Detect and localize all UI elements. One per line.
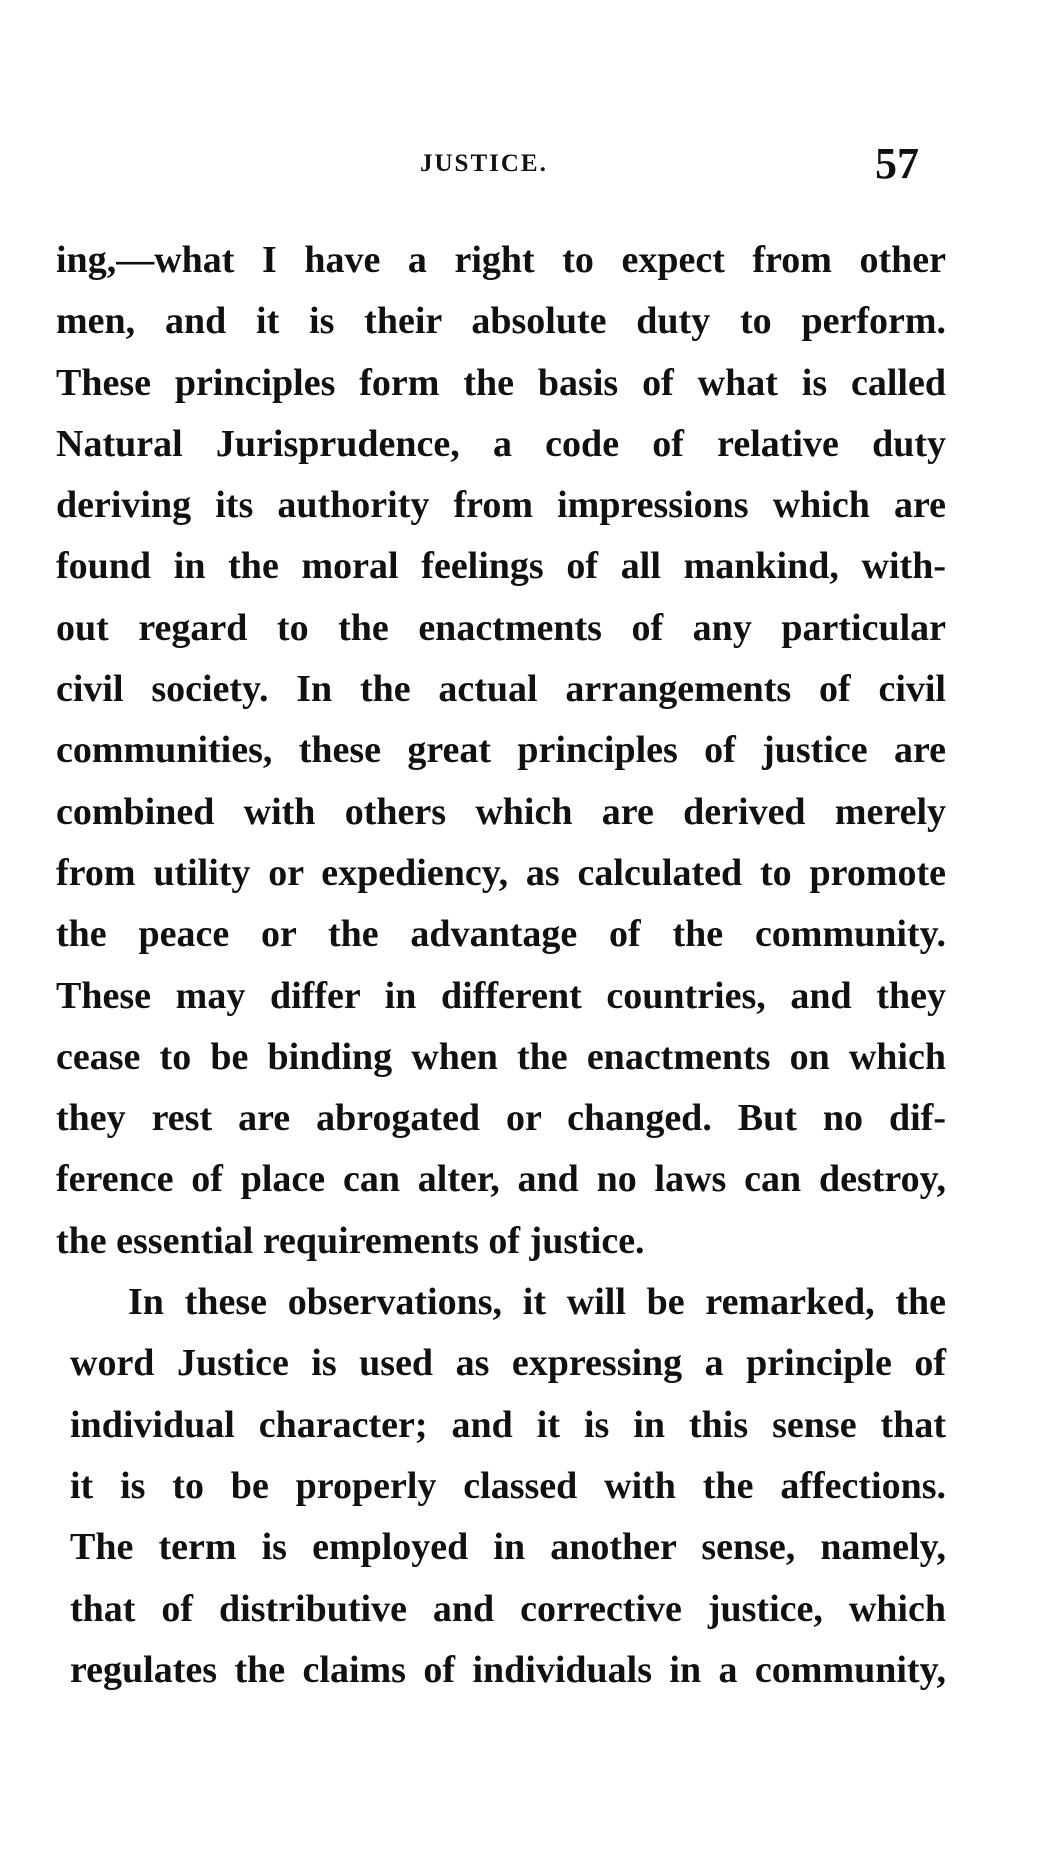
- running-head: JUSTICE.: [420, 150, 548, 177]
- text-line: word Justice is used as expressing a principle of: [70, 1342, 946, 1385]
- text-line: Natural Jurisprudence, a code of relative duty: [56, 422, 946, 465]
- text-line: found in the moral feelings of all mankind, with-: [56, 545, 946, 588]
- text-line: These principles form the basis of what is called: [56, 361, 946, 404]
- text-line: men, and it is their absolute duty to perform.: [56, 300, 946, 343]
- text-line: regulates the claims of individuals in a community,: [70, 1648, 946, 1691]
- text-line: ference of place can alter, and no laws can destroy,: [56, 1158, 946, 1201]
- page-number: 57: [875, 139, 919, 188]
- text-line: they rest are abrogated or changed. But no dif-: [56, 1097, 946, 1140]
- text-line: combined with others which are derived merely: [56, 790, 946, 833]
- text-line: from utility or expediency, as calculated to promote: [56, 851, 946, 894]
- text-line: it is to be properly classed with the affections.: [70, 1464, 946, 1507]
- text-line: ing,—what I have a right to expect from other: [56, 239, 946, 281]
- text-line: the peace or the advantage of the community.: [56, 913, 946, 956]
- text-line: that of distributive and corrective justice, which: [70, 1587, 946, 1630]
- text-line: out regard to the enactments of any particular: [56, 606, 946, 649]
- text-line: communities, these great principles of justice are: [56, 729, 946, 772]
- paragraph-2: [70, 1272, 946, 1701]
- text-line: individual character; and it is in this sense that: [70, 1403, 946, 1446]
- text-line: the essential requirements of justice.: [56, 1219, 645, 1262]
- text-line: These may differ in different countries, and they: [56, 974, 946, 1017]
- body-text: [56, 230, 946, 1701]
- paragraph-1: [56, 230, 946, 1272]
- text-line: In these observations, it will be remarked, the: [128, 1281, 946, 1324]
- text-line: deriving its authority from impressions which are: [56, 484, 946, 527]
- text-line: civil society. In the actual arrangements of civil: [56, 668, 946, 711]
- text-line: cease to be binding when the enactments on which: [56, 1035, 946, 1078]
- text-line: The term is employed in another sense, namely,: [70, 1526, 946, 1569]
